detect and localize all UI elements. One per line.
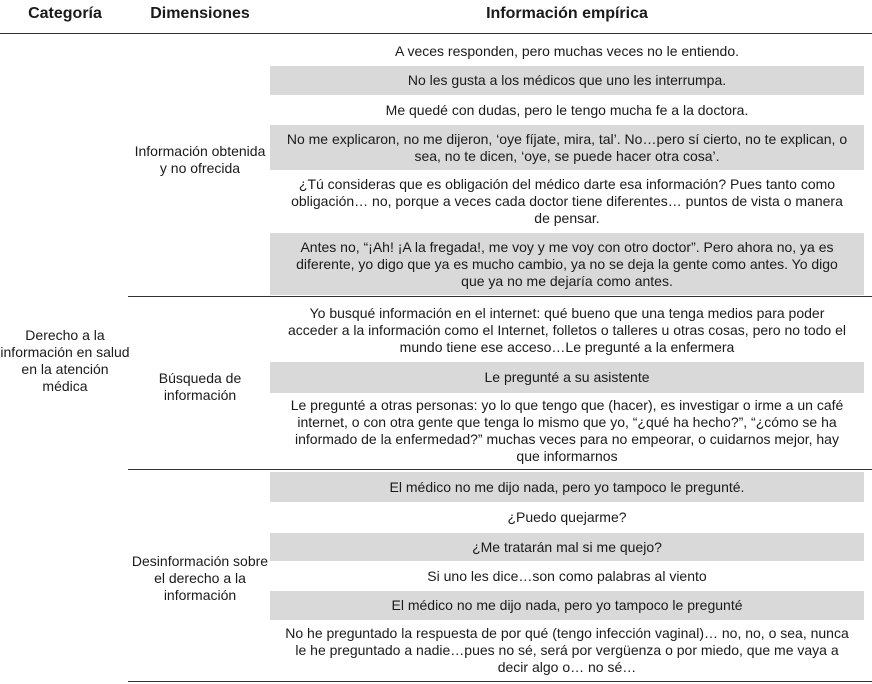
evidence-row: ¿Puedo quejarme? [507,509,627,525]
evidence-row: Le pregunté a su asistente [270,362,864,393]
table-bottom-rule [128,681,872,682]
evidence-row: A veces responden, pero muchas veces no le entiendo. [395,42,739,59]
evidence-row: Me quedé con dudas, pero le tengo mucha fe a la doctora. [385,101,749,118]
header-dimensiones: Dimensiones [150,5,250,22]
evidence-row: No les gusta a los médicos que uno les interrumpa. [270,66,864,95]
group-divider [128,469,872,470]
evidence-row: ¿Me tratarán mal si me quejo? [270,533,864,561]
header-informacion: Información empírica [486,5,648,22]
evidence-row: Le pregunté a otras personas: yo lo que tengo que (hacer), es investigar o irme a un café internet, o con otra gente que tenga lo mismo que yo, “¿qué ha hecho?”, “¿cómo se ha informado de la enfermedad?” muchas veces para no empeorar, o cuidarnos mejor, hay que informarnos [290,397,844,464]
dimension-informacion-obtenida: Información obtenida y no ofrecida [134,143,266,176]
dimension-busqueda: Búsqueda de información [158,370,242,403]
evidence-row: Yo busqué información en el internet: qué bueno que una tenga medios para poder acceder a la información como el Internet, folletos o talleres u otras cosas, pero no todo el mundo tiene ese acceso…Le pregunté a la enfermera [288,304,846,355]
evidence-row: El médico no me dijo nada, pero yo tampoco le pregunté. [270,472,864,502]
header-rule [0,33,872,34]
evidence-row: ¿Tú consideras que es obligación del médico darte esa información? Pues tanto como obligación… no, porque a veces cada doctor tiene diferentes… puntos de vista o manera de pensar. [291,176,843,226]
evidence-row: No me explicaron, no me dijeron, ‘oye fíjate, mira, tal’. No…pero sí cierto, no te explican, o sea, no te dicen, ‘oye, se puede hacer otra cosa’. [270,125,864,170]
evidence-row: No he preguntado la respuesta de por qué (tengo infección vaginal)… no, no, o sea, nunca le he preguntado a nadie…pues no sé, será por vergüenza o por miedo, que me vaya a decir algo o… no sé… [285,625,849,675]
evidence-row: Si uno les dice…son como palabras al viento [427,567,707,584]
evidence-row: Antes no, “¡Ah! ¡A la fregada!, me voy y me voy con otro doctor”. Pero ahora no, ya es diferente, yo digo que ya es mucho cambio, ya no se deja la gente como antes. Yo digo que ya no me dejaría como antes. [270,233,864,295]
category-cell: Derecho a la información en salud en la atención médica [0,327,130,394]
dimension-desinformacion: Desinformación sobre el derecho a la información [131,553,269,603]
group-divider [128,296,872,297]
header-categoria: Categoría [28,5,102,22]
evidence-row: El médico no me dijo nada, pero yo tampoco le pregunté [270,591,864,620]
